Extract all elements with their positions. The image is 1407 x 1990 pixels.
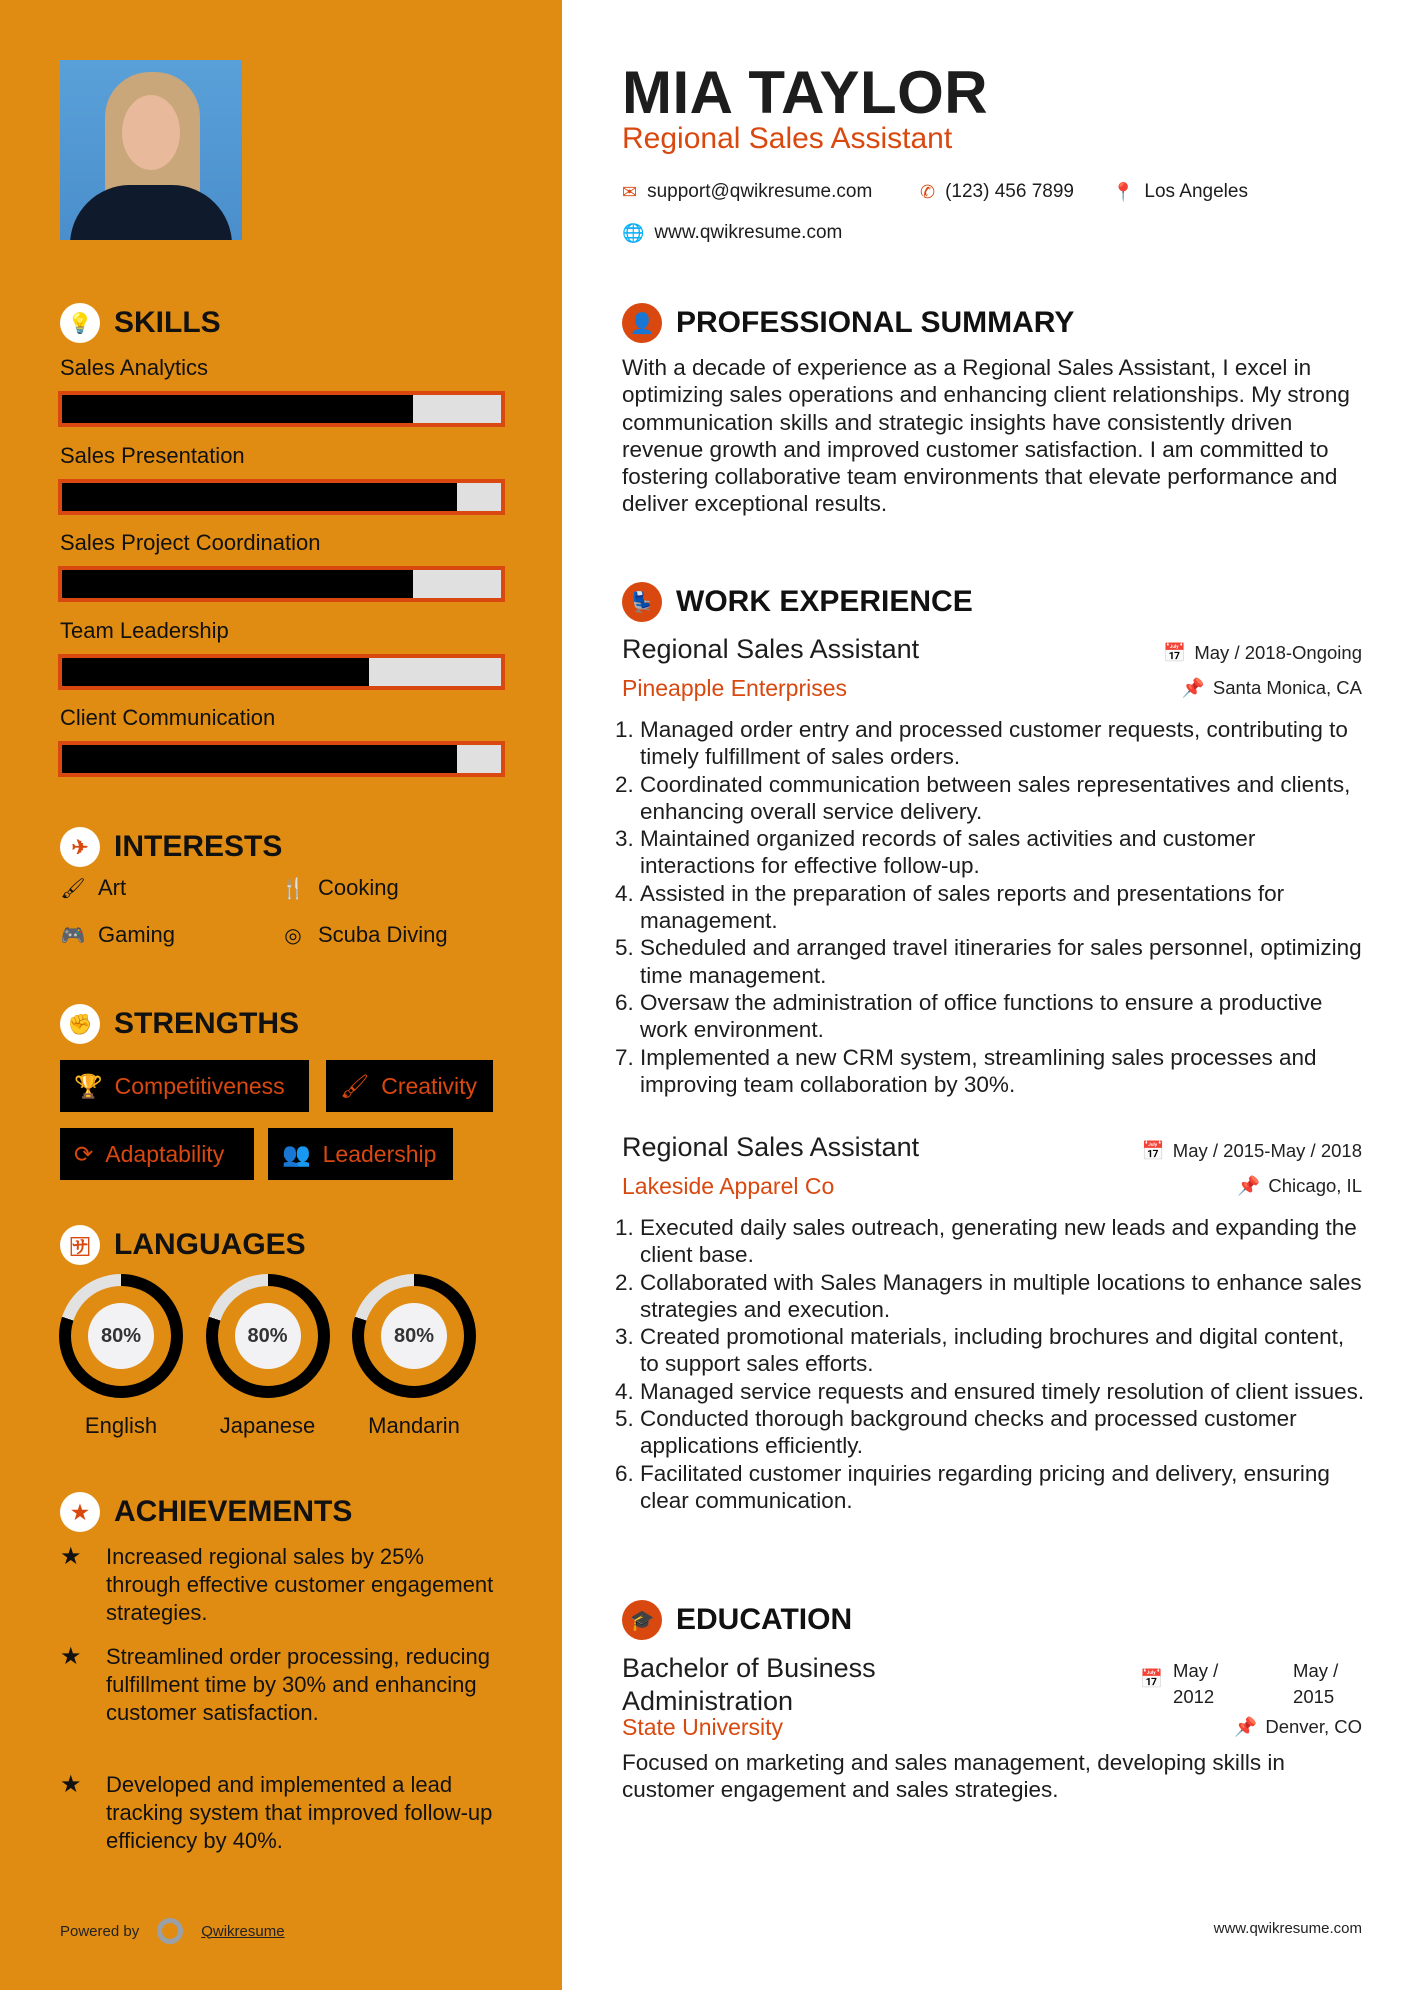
envelope-icon: ✉ [622, 181, 638, 202]
star-icon: ★ [60, 1643, 82, 1670]
job-location: 📌 Santa Monica, CA [1181, 677, 1362, 698]
skill-label: Sales Analytics [60, 355, 208, 380]
job-bullet: 6. Oversaw the administration of office functions to ensure a productive work environment. [640, 989, 1365, 1044]
qwikresume-link[interactable]: Qwikresume [201, 1922, 285, 1940]
calendar-icon: 📅 [1140, 1668, 1164, 1689]
graduate-icon: 🎓 [622, 1600, 662, 1640]
job-bullet: 1. Executed daily sales outreach, generating new leads and expanding the client base. [640, 1214, 1365, 1269]
education-text: Focused on marketing and sales management, developing skills in customer engagement and sales strategies. [622, 1750, 1285, 1803]
phone-icon: ✆ [920, 181, 936, 202]
language-percent: 80% [381, 1303, 447, 1369]
brush-icon: 🖌 [60, 877, 86, 900]
pin-icon: 📌 [1234, 1716, 1258, 1737]
paper-plane-icon: ✈ [60, 827, 100, 867]
skill-label: Client Communication [60, 705, 276, 731]
candidate-title: Regional Sales Assistant [622, 122, 953, 155]
skill-bar-fill [62, 570, 413, 598]
language-name: Mandarin [368, 1413, 460, 1438]
job-bullet: 4. Assisted in the preparation of sales reports and presentations for management. [640, 880, 1365, 935]
skill-bar-fill [62, 483, 457, 511]
job-bullet: 2. Coordinated communication between sales representatives and clients, enhancing overall service delivery. [640, 771, 1365, 826]
summary-text: With a decade of experience as a Regional Sales Assistant, I excel in optimizing sales operations and enhancing client relationships. My strong communication skills and strategic insights have consistently driven revenue growth and improved customer satisfaction. I am committed to fostering collaborative team environments that elevate performance and deliver exceptional results. [622, 355, 1350, 517]
skill-label: Sales Presentation [60, 442, 245, 468]
user-icon: 👤 [622, 303, 662, 343]
utensils-icon: 🍴 [280, 877, 306, 900]
languages-heading: 🈂 LANGUAGES [60, 1225, 306, 1265]
sidebar [0, 0, 562, 1990]
footer-website: www.qwikresume.com [1213, 1920, 1362, 1937]
contact-location: 📍 Los Angeles [1112, 181, 1248, 202]
company-name: Pineapple Enterprises [622, 675, 848, 701]
job-location: 📌 Chicago, IL [1237, 1175, 1362, 1196]
skill-bar-fill [62, 395, 413, 423]
job-title: Regional Sales Assistant [622, 634, 920, 664]
interest-cooking: 🍴 Cooking [280, 875, 399, 900]
contact-phone: ✆ (123) 456 7899 [920, 181, 1074, 202]
language-ring [352, 1274, 476, 1398]
skill-bar [58, 741, 505, 777]
skill-bar [58, 654, 505, 690]
job-bullets [640, 1214, 1365, 1514]
refresh-icon: ⟳ [74, 1140, 94, 1167]
calendar-icon: 📅 [1163, 642, 1187, 663]
contact-email: ✉ support@qwikresume.com [622, 181, 873, 202]
skill-bar [58, 391, 505, 427]
users-icon: 👥 [282, 1140, 311, 1167]
achievements-heading: ★ ACHIEVEMENTS [60, 1492, 352, 1532]
achievement-item: ★ Increased regional sales by 25% through effective customer engagement strategies. [60, 1543, 494, 1625]
education-dates: 📅 May / 2012 May / 2015 [1140, 1658, 1363, 1710]
job-bullet: 5. Conducted thorough background checks and processed customer applications efficiently. [640, 1405, 1365, 1460]
job-bullet: 7. Implemented a new CRM system, streamlining sales processes and improving team collaboration by 30%. [640, 1044, 1365, 1099]
job-bullet: 3. Created promotional materials, including brochures and digital content, to support sales efforts. [640, 1323, 1365, 1378]
star-badge-icon: ★ [60, 1492, 100, 1532]
job-dates: 📅 May / 2018-Ongoing [1163, 642, 1362, 663]
job-bullets [640, 716, 1365, 1098]
job-bullet: 2. Collaborated with Sales Managers in multiple locations to enhance sales strategies and execution. [640, 1269, 1365, 1324]
interest-art: 🖌 Art [60, 875, 127, 900]
candidate-name: MIA TAYLOR [622, 59, 989, 126]
strength-tag: 🏆 Competitiveness [60, 1060, 309, 1112]
skill-bar [58, 479, 505, 515]
job-bullet: 5. Scheduled and arranged travel itineraries for sales personnel, optimizing time management. [640, 934, 1365, 989]
gamepad-icon: 🎮 [60, 924, 86, 947]
strength-tag: ⟳ Adaptability [60, 1128, 254, 1180]
school: State University [622, 1714, 784, 1740]
interest-gaming: 🎮 Gaming [60, 922, 176, 947]
translate-icon: 🈂 [60, 1225, 100, 1265]
skill-label: Team Leadership [60, 617, 229, 643]
trophy-icon: 🏆 [74, 1072, 103, 1099]
language-name: Japanese [219, 1413, 316, 1438]
job-bullet: 6. Facilitated customer inquiries regarding pricing and delivery, ensuring clear communication. [640, 1460, 1365, 1515]
interest-scuba: ◎ Scuba Diving [280, 922, 448, 948]
map-pin-icon: 📍 [1112, 181, 1135, 202]
education-location: 📌 Denver, CO [1234, 1716, 1362, 1737]
lifebuoy-icon: ◎ [284, 924, 302, 947]
education-heading: 🎓 EDUCATION [622, 1600, 852, 1640]
fist-icon: ✊ [60, 1004, 100, 1044]
contact-website: 🌐 www.qwikresume.com [622, 222, 843, 243]
language-name: English [84, 1413, 158, 1438]
achievement-item: ★ Developed and implemented a lead tracking system that improved follow-up efficiency by 40%. [60, 1771, 493, 1853]
job-dates: 📅 May / 2015-May / 2018 [1141, 1140, 1362, 1161]
brush-icon: 🖌 [340, 1072, 370, 1099]
degree: Bachelor of Business Administration [622, 1653, 876, 1716]
pin-icon: 📌 [1237, 1175, 1261, 1196]
skill-bar [58, 566, 505, 602]
skill-bar-fill [62, 658, 369, 686]
powered-by: Powered by Qwikresume [60, 1918, 285, 1944]
profile-photo [60, 60, 242, 240]
summary-heading: 👤 PROFESSIONAL SUMMARY [622, 303, 1074, 343]
skills-heading: 💡 SKILLS [60, 303, 221, 343]
job-bullet: 4. Managed service requests and ensured timely resolution of client issues. [640, 1378, 1365, 1405]
strengths-heading: ✊ STRENGTHS [60, 1004, 299, 1044]
qwikresume-logo-icon [157, 1918, 183, 1944]
skill-label: Sales Project Coordination [60, 530, 321, 556]
job-bullet: 3. Maintained organized records of sales activities and customer interactions for effective follow-up. [640, 825, 1365, 880]
achievement-item: ★ Streamlined order processing, reducing fulfillment time by 30% and enhancing customer satisfaction. [60, 1643, 490, 1725]
strength-tag: 🖌 Creativity [326, 1060, 493, 1112]
chair-icon: 💺 [622, 582, 662, 622]
language-percent: 80% [235, 1303, 301, 1369]
job-bullet: 1. Managed order entry and processed customer requests, contributing to timely fulfillment of sales orders. [640, 716, 1365, 771]
language-ring [206, 1274, 330, 1398]
star-icon: ★ [60, 1543, 82, 1570]
globe-icon: 🌐 [622, 222, 645, 243]
work-heading: 💺 WORK EXPERIENCE [622, 582, 973, 622]
language-ring [59, 1274, 183, 1398]
job-title: Regional Sales Assistant [622, 1132, 920, 1162]
strength-tag: 👥 Leadership [268, 1128, 453, 1180]
skill-bar-fill [62, 745, 457, 773]
interests-heading: ✈ INTERESTS [60, 827, 282, 867]
star-icon: ★ [60, 1771, 82, 1798]
language-percent: 80% [88, 1303, 154, 1369]
calendar-icon: 📅 [1141, 1140, 1165, 1161]
lightbulb-icon: 💡 [60, 303, 100, 343]
company-name: Lakeside Apparel Co [622, 1173, 835, 1199]
pin-icon: 📌 [1181, 677, 1205, 698]
